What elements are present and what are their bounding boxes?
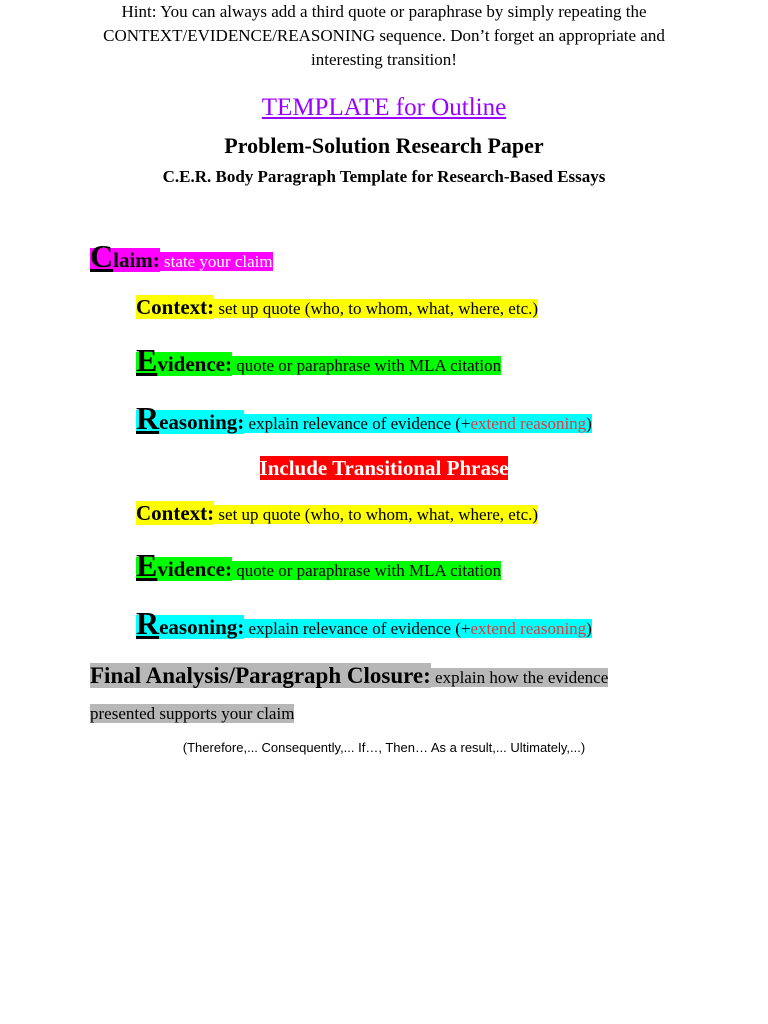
- reasoning-text: explain relevance of evidence (+: [244, 619, 471, 638]
- reasoning-line-2: [136, 607, 592, 639]
- evidence-label: [136, 342, 232, 378]
- evidence-line-2: [136, 549, 501, 581]
- evidence-initial: E: [136, 342, 158, 378]
- reasoning-description: [244, 414, 592, 433]
- evidence-description: quote or paraphrase with MLA citation: [232, 561, 502, 580]
- claim-initial: C: [90, 238, 114, 274]
- transition-label: Include Transitional Phrase: [259, 456, 509, 480]
- final-analysis-description: explain how the evidence: [430, 668, 609, 687]
- hint-line-3: interesting transition!: [311, 50, 457, 69]
- document-subtitle: Problem-Solution Research Paper: [224, 133, 544, 158]
- context-description: set up quote (who, to whom, what, where, etc.): [214, 299, 539, 318]
- hint-paragraph: [0, 0, 768, 72]
- final-analysis-description-continued: presented supports your claim: [90, 704, 295, 723]
- reasoning-label-rest: easoning:: [159, 615, 245, 639]
- extend-reasoning-text: extend reasoning: [470, 414, 587, 433]
- final-analysis-line: [90, 664, 608, 687]
- document-title: TEMPLATE for Outline: [261, 94, 507, 121]
- reasoning-text: explain relevance of evidence (+: [244, 414, 471, 433]
- context-description: set up quote (who, to whom, what, where, etc.): [214, 505, 539, 524]
- claim-label: [90, 238, 160, 274]
- final-analysis-line-2: [90, 705, 294, 723]
- transition-line: [0, 458, 768, 479]
- context-label: Context:: [136, 501, 215, 525]
- reasoning-description: [244, 619, 592, 638]
- extend-reasoning-text: extend reasoning: [470, 619, 587, 638]
- reasoning-label-rest: easoning:: [159, 410, 245, 434]
- reasoning-initial: R: [136, 605, 160, 641]
- hint-line-1: Hint: You can always add a third quote or paraphrase by simply repeating the: [121, 2, 647, 21]
- context-line-1: [136, 297, 538, 318]
- context-label: Context:: [136, 295, 215, 319]
- claim-line: [90, 240, 273, 272]
- evidence-label-rest: vidence:: [157, 557, 232, 581]
- final-analysis-label: Final Analysis/Paragraph Closure:: [90, 663, 431, 688]
- evidence-line-1: [136, 344, 501, 376]
- reasoning-label: [136, 605, 245, 641]
- hint-line-2: CONTEXT/EVIDENCE/REASONING sequence. Don’t forget an appropriate and: [103, 26, 665, 45]
- evidence-description: quote or paraphrase with MLA citation: [232, 356, 502, 375]
- context-line-2: [136, 503, 538, 524]
- claim-description: state your claim: [159, 252, 273, 271]
- evidence-label: [136, 547, 232, 583]
- reasoning-close: ): [586, 619, 592, 638]
- document-subtitle-secondary: C.E.R. Body Paragraph Template for Research-Based Essays: [162, 167, 606, 186]
- reasoning-initial: R: [136, 400, 160, 436]
- evidence-initial: E: [136, 547, 158, 583]
- claim-label-rest: laim:: [113, 248, 160, 272]
- reasoning-close: ): [586, 414, 592, 433]
- reasoning-label: [136, 400, 245, 436]
- transition-examples: (Therefore,... Consequently,... If…, Then… As a result,... Ultimately,...): [182, 740, 586, 755]
- evidence-label-rest: vidence:: [157, 352, 232, 376]
- reasoning-line-1: [136, 402, 592, 434]
